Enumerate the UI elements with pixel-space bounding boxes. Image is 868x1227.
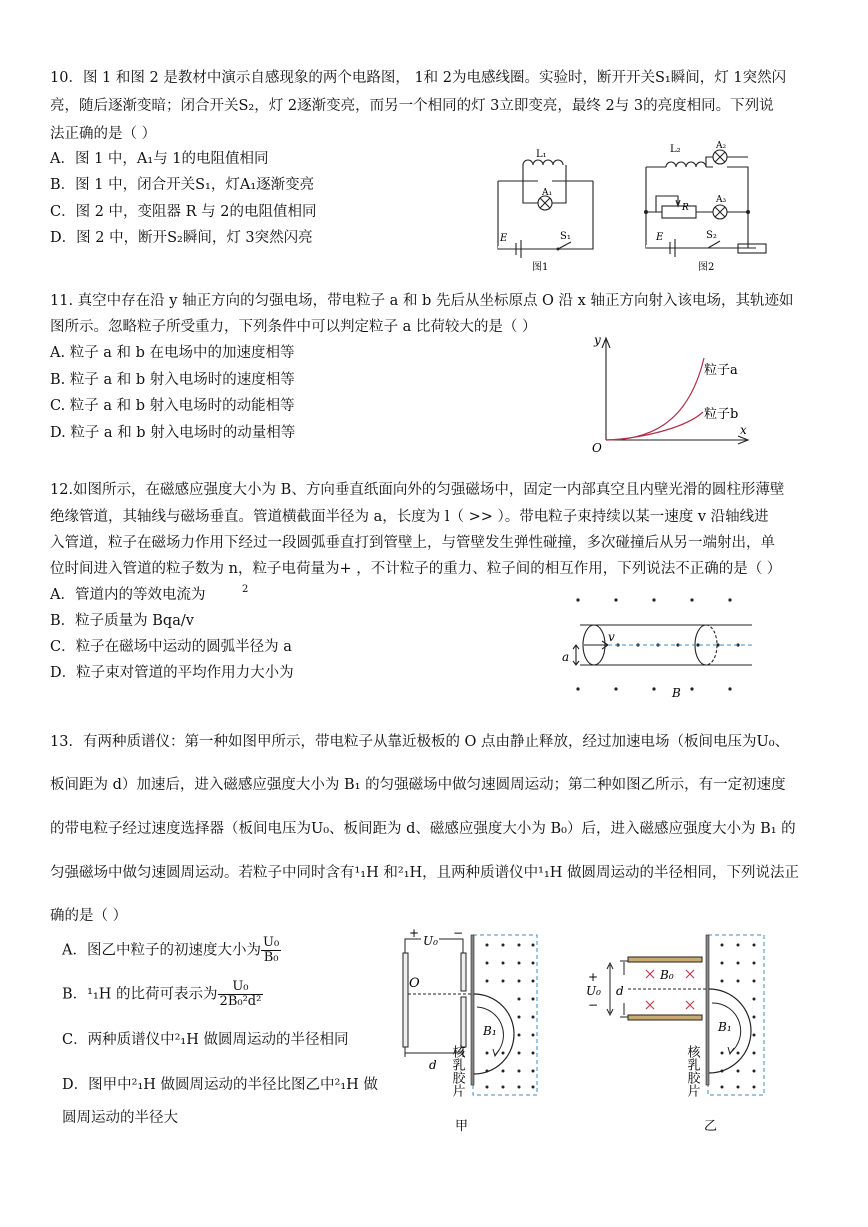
q11-option-c: C. 粒子 a 和 b 射入电场时的动能相等 [50, 398, 295, 414]
jia-b1-label: B₁ [483, 1024, 497, 1038]
fig1-l1-label: L₁ [536, 149, 547, 160]
q10-figure-1 [478, 145, 608, 275]
q13-option-a-denominator: B₀ [263, 950, 279, 965]
q10-option-b: B．图 1 中，闭合开关S₁，灯A₁逐渐变亮 [50, 177, 315, 193]
jia-o-label: O [409, 976, 420, 991]
q10-option-c: C．图 2 中，变阻器 R 与 2的电阻值相同 [50, 204, 317, 220]
q12-velocity-label: v [608, 630, 615, 644]
yi-film-label: 核乳胶片 [684, 1045, 700, 1097]
q13-option-c: C．两种质谱仪中²₁H 做圆周运动的半径相同 [62, 1032, 349, 1048]
q13-stem-line2: 板间距为 d）加速后，进入磁感应强度大小为 B₁ 的匀强磁场中做匀速圆周运动；第二种如图乙所示，有一定初速度 [50, 777, 786, 793]
fig2-r-label: R [682, 203, 689, 213]
q13-option-b-denominator: 2B₀²d² [219, 994, 262, 1009]
q13-stem-line1: 13．有两种质谱仪：第一种如图甲所示，带电粒子从靠近极板的 O 点由静止释放，经过加速电场（板间电压为U₀、 [50, 734, 790, 750]
q13-option-d-line2: 圆周运动的半径大 [62, 1110, 178, 1126]
q10-stem-line3: 法正确的是（ ） [50, 126, 157, 142]
fig1-caption: 图1 [532, 262, 549, 273]
q12-stem-line4: 位时间进入管道的粒子数为 n，粒子电荷量为+ ，不计粒子的重力、粒子间的相互作用，下列说法不正确的是（ ） [50, 561, 782, 577]
jia-caption: 甲 [455, 1119, 469, 1134]
q13-option-a-text: A．图乙中粒子的初速度大小为 [62, 942, 261, 959]
q12-stem-line3: 入管道，粒子在磁场力作用下经过一段圆弧垂直打到管壁上，与管壁发生弹性碰撞，多次碰撞后从另一端射出，单 [50, 535, 775, 551]
q13-option-b-numerator: U₀ [218, 980, 264, 995]
jia-plus-sign: + [409, 926, 420, 940]
fig2-l2-label: L₂ [670, 144, 681, 155]
fig2-a2-label: A₂ [716, 141, 727, 151]
yi-b1-label: B₁ [718, 1020, 732, 1034]
fig2-a3-label: A₃ [716, 195, 727, 205]
q12-stem-line2: 绝缘管道，其轴线与磁场垂直。管道横截面半径为 a，长度为 l（ >> ）。带电粒子束持续以某一速度 v 沿轴线进 [50, 509, 769, 525]
q11-particle-b-label: 粒子b [704, 407, 739, 422]
q11-trajectory-figure [588, 330, 758, 452]
yi-d-label: d [616, 984, 624, 998]
fig2-caption: 图2 [698, 262, 715, 273]
q11-y-axis-label: y [594, 333, 601, 347]
q13-option-a-fraction [261, 936, 281, 965]
jia-film-label: 核乳胶片 [449, 1045, 465, 1097]
q11-option-a: A. 粒子 a 和 b 在电场中的加速度相等 [50, 345, 295, 361]
q12-pipe-figure [556, 585, 766, 705]
q13-option-d-line1: D．图甲中²₁H 做圆周运动的半径比图乙中²₁H 做 [62, 1077, 378, 1093]
q12-option-a-superscript: 2 [242, 584, 249, 595]
q13-stem-line3: 的带电粒子经过速度选择器（板间电压为U₀、板间距为 d、磁感应强度大小为 B₀）后，进入磁感应强度大小为 B₁ 的 [50, 821, 796, 837]
fig1-e-label: E [500, 233, 508, 244]
yi-caption: 乙 [704, 1119, 718, 1134]
q12-option-b: B．粒子质量为 Bqa/v [50, 613, 194, 629]
q13-figure-jia [395, 925, 555, 1135]
yi-plus-sign: + [588, 970, 599, 984]
jia-minus-sign: − [453, 926, 464, 940]
q11-option-b: B. 粒子 a 和 b 射入电场时的速度相等 [50, 372, 295, 388]
q13-option-b-text: B．¹₁H 的比荷可表示为 [62, 986, 218, 1003]
q12-radius-label: a [562, 650, 570, 664]
q11-stem-line2: 图所示。忽略粒子所受重力，下列条件中可以判定粒子 a 比荷较大的是（ ） [50, 319, 537, 335]
q10-option-d: D．图 2 中，断开S₂瞬间，灯 3突然闪亮 [50, 230, 313, 246]
q12-option-a: A．管道内的等效电流为 [50, 587, 206, 603]
q10-figure-2 [636, 140, 776, 275]
q13-stem-line4: 匀强磁场中做匀速圆周运动。若粒子中同时含有¹₁H 和²₁H，且两种质谱仪中¹₁H 做圆周运动的半径相同，下列说法正 [50, 865, 800, 881]
fig2-s2-label: S₂ [706, 230, 717, 241]
fig1-s1-label: S₁ [560, 231, 571, 242]
q12-option-d: D．粒子束对管道的平均作用力大小为 [50, 665, 294, 681]
fig2-e-label: E [656, 232, 664, 243]
q12-field-label: B [672, 686, 681, 700]
q11-x-axis-label: x [740, 423, 747, 437]
q13-option-a-numerator: U₀ [262, 935, 280, 950]
q10-option-a: A．图 1 中，A₁与 1的电阻值相同 [50, 151, 269, 167]
jia-d-label: d [429, 1058, 437, 1072]
yi-minus-sign: − [588, 998, 599, 1012]
q10-stem-line2: 亮，随后逐渐变暗；闭合开关S₂，灯 2逐渐变亮，而另一个相同的灯 3立即变亮，最终 2与 3的亮度相同。下列说 [50, 98, 774, 114]
q12-option-c: C．粒子在磁场中运动的圆弧半径为 a [50, 639, 292, 655]
q13-option-b [62, 980, 263, 1009]
q13-option-b-fraction [218, 980, 264, 1009]
q11-stem-line1: 11. 真空中存在沿 y 轴正方向的匀强电场，带电粒子 a 和 b 先后从坐标原点 O 沿 x 轴正方向射入该电场，其轨迹如 [50, 293, 794, 309]
q13-figure-yi [580, 925, 770, 1135]
fig1-a1-label: A₁ [542, 188, 553, 198]
q12-stem-line1: 12.如图所示，在磁感应强度大小为 B、方向垂直纸面向外的匀强磁场中，固定一内部真空且内壁光滑的圆柱形薄壁 [50, 482, 785, 498]
q13-option-a [62, 936, 281, 965]
q11-particle-a-label: 粒子a [704, 363, 738, 378]
yi-u0-label: U₀ [586, 984, 601, 998]
q10-stem-line1: 10．图 1 和图 2 是教材中演示自感现象的两个电路图， 1和 2为电感线圈。实验时，断开开关S₁瞬间，灯 1突然闪 [50, 70, 787, 86]
q11-origin-label: O [592, 441, 602, 452]
yi-b0-label: B₀ [660, 968, 674, 982]
jia-u0-label: U₀ [423, 934, 438, 948]
q13-stem-line5: 确的是（ ） [50, 908, 128, 924]
q11-option-d: D. 粒子 a 和 b 射入电场时的动量相等 [50, 425, 296, 441]
